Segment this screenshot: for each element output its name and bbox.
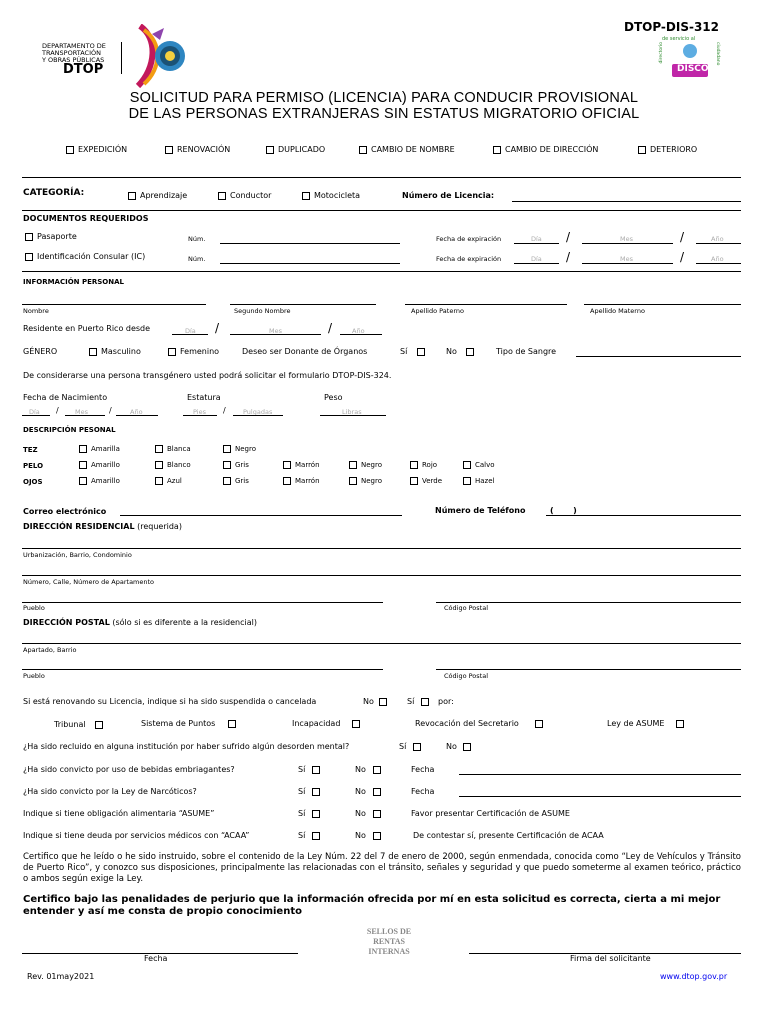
institution-question: ¿Ha sido recluido en alguna institución por haber sufrido algún desorden mental? <box>23 742 350 751</box>
checkbox-sistema-puntos[interactable] <box>228 720 236 728</box>
town-label: Pueblo <box>23 604 45 612</box>
disco-side-right: ciudadano <box>715 42 720 66</box>
checkbox-skin-amarilla[interactable] <box>79 445 87 453</box>
disco-label: DISCO <box>677 64 709 74</box>
checkbox-hair-negro[interactable] <box>349 461 357 469</box>
option-label: Blanca <box>167 445 191 453</box>
checkbox-duplicado[interactable] <box>266 146 274 154</box>
checkbox-renovacion[interactable] <box>165 146 173 154</box>
weight-field[interactable] <box>320 415 386 416</box>
pounds-placeholder: Libras <box>342 408 362 416</box>
checkbox-eyes-verde[interactable] <box>410 477 418 485</box>
description-heading: DESCRIPCIÓN PESONAL <box>23 426 116 434</box>
residential-heading-note: (requerida) <box>137 522 182 531</box>
yes-label: Sí <box>399 742 407 751</box>
option-label: Negro <box>361 477 382 485</box>
middle-name-label: Segundo Nombre <box>234 307 291 315</box>
checkbox-institution-no[interactable] <box>463 743 471 751</box>
day-placeholder: Día <box>531 255 542 263</box>
checkbox-renewal-yes[interactable] <box>421 698 429 706</box>
form-code: DTOP-DIS-312 <box>624 20 720 34</box>
option-label: DUPLICADO <box>278 145 326 154</box>
checkbox-masculino[interactable] <box>89 348 97 356</box>
transgender-note: De considerarse una persona transgénero usted podrá solicitar el formulario DTOP-DIS-324. <box>23 371 392 380</box>
num-label: Núm. <box>188 255 206 263</box>
checkbox-eyes-amarillo[interactable] <box>79 477 87 485</box>
birth-date-label: Fecha de Nacimiento <box>23 393 108 402</box>
reason-label: Incapacidad <box>292 719 341 728</box>
postal-town-field[interactable] <box>22 669 383 670</box>
divider <box>22 210 741 211</box>
disco-side-left: directorio <box>659 42 664 64</box>
date-label: Fecha <box>411 765 435 774</box>
date-slash: / <box>680 230 685 244</box>
year-placeholder: Año <box>711 235 724 243</box>
asume-question: Indique si tiene obligación alimentaria “ASUME” <box>23 809 215 818</box>
option-label: Blanco <box>167 461 191 469</box>
urbanization-field[interactable] <box>22 548 741 549</box>
checkbox-hair-amarillo[interactable] <box>79 461 87 469</box>
urbanization-label: Urbanización, Barrio, Condominio <box>23 551 132 559</box>
phone-area-code: ( ) <box>550 506 577 515</box>
height-inches-field[interactable] <box>233 415 283 416</box>
checkbox-narcotics-no[interactable] <box>373 788 381 796</box>
postal-heading <box>23 618 257 627</box>
consular-exp-day-field[interactable] <box>514 263 559 264</box>
option-label: Femenino <box>180 347 220 356</box>
checkbox-asume-yes[interactable] <box>312 810 320 818</box>
checkbox-incapacidad[interactable] <box>352 720 360 728</box>
consular-exp-month-field[interactable] <box>582 263 673 264</box>
option-label: Motocicleta <box>314 191 361 200</box>
blood-type-field[interactable] <box>576 356 741 357</box>
birth-year-field[interactable] <box>116 415 158 416</box>
phone-label: Número de Teléfono <box>435 506 526 515</box>
option-label: Negro <box>235 445 256 453</box>
checkbox-eyes-hazel[interactable] <box>463 477 471 485</box>
street-label: Número, Calle, Número de Apartamento <box>23 578 155 586</box>
passport-exp-year-field[interactable] <box>696 243 741 244</box>
option-label: CAMBIO DE DIRECCIÓN <box>505 145 599 154</box>
checkbox-skin-negro[interactable] <box>223 445 231 453</box>
checkbox-alcohol-yes[interactable] <box>312 766 320 774</box>
no-label: No <box>355 765 366 774</box>
yes-label: Sí <box>407 697 415 706</box>
revision-label: Rev. 01may2021 <box>27 972 95 981</box>
divider <box>22 177 741 178</box>
option-label: Rojo <box>422 461 438 469</box>
resident-since-label: Residente en Puerto Rico desde <box>23 324 151 333</box>
year-placeholder: Año <box>130 408 143 416</box>
agency-short-name: DTOP <box>63 62 104 77</box>
reason-label: Ley de ASUME <box>607 719 665 728</box>
checkbox-alcohol-no[interactable] <box>373 766 381 774</box>
option-label: Negro <box>361 461 382 469</box>
consular-number-field[interactable] <box>220 263 400 264</box>
certification-text: Certifico que he leído o he sido instruido, sobre el contenido de la Ley Núm. 22 del 7 de enero de 2000, según enmendada, conocida como “Ley de Vehículos y Tránsito de Puerto Rico”, y conozco sus disposiciones, principalmente las relacionadas con el tránsito, señales y seguridad y que puedo someterme al examen teórico, práctico o ambos según exige la Ley. <box>23 852 741 884</box>
gender-label: GÉNERO <box>23 347 58 356</box>
stamps-line1: SELLOS DE <box>366 927 412 936</box>
blood-type-label: Tipo de Sangre <box>496 347 557 356</box>
checkbox-cambio-direccion[interactable] <box>493 146 501 154</box>
reason-label: Sistema de Puntos <box>141 719 216 728</box>
checkbox-revocacion[interactable] <box>535 720 543 728</box>
yes-label: Sí <box>298 765 306 774</box>
day-placeholder: Día <box>185 327 196 335</box>
documents-heading: DOCUMENTOS REQUERIDOS <box>23 214 149 223</box>
checkbox-cambio-nombre[interactable] <box>359 146 367 154</box>
narcotics-date-field[interactable] <box>459 796 741 797</box>
birth-month-field[interactable] <box>65 415 105 416</box>
alcohol-date-field[interactable] <box>459 774 741 775</box>
option-label: Masculino <box>101 347 141 356</box>
checkbox-narcotics-yes[interactable] <box>312 788 320 796</box>
acaa-question: Indique si tiene deuda por servicios médicos con “ACAA” <box>23 831 250 840</box>
month-placeholder: Mes <box>75 408 88 416</box>
month-placeholder: Mes <box>620 235 633 243</box>
checkbox-acaa-yes[interactable] <box>312 832 320 840</box>
option-label: Amarillo <box>91 477 120 485</box>
name-field[interactable] <box>22 304 206 305</box>
reason-label: Tribunal <box>54 720 86 729</box>
no-label: No <box>446 347 457 356</box>
checkbox-donor-yes[interactable] <box>417 348 425 356</box>
checkbox-aprendizaje[interactable] <box>128 192 136 200</box>
checkbox-conductor[interactable] <box>218 192 226 200</box>
option-label: Aprendizaje <box>140 191 188 200</box>
option-label: Marrón <box>295 477 320 485</box>
donor-label: Deseo ser Donante de Órganos <box>242 347 368 356</box>
year-placeholder: Año <box>352 327 365 335</box>
option-label: Gris <box>235 461 249 469</box>
form-title-line1: SOLICITUD PARA PERMISO (LICENCIA) PARA CONDUCIR PROVISIONAL <box>129 90 639 106</box>
checkbox-ley-asume[interactable] <box>676 720 684 728</box>
passport-label: Pasaporte <box>37 232 77 241</box>
consular-exp-year-field[interactable] <box>696 263 741 264</box>
option-label: Conductor <box>230 191 272 200</box>
zip-label: Código Postal <box>444 604 489 612</box>
zip-label: Código Postal <box>444 672 489 680</box>
yes-label: Sí <box>298 787 306 796</box>
option-label: Hazel <box>475 477 495 485</box>
no-label: No <box>355 809 366 818</box>
year-placeholder: Año <box>711 255 724 263</box>
checkbox-donor-no[interactable] <box>466 348 474 356</box>
month-placeholder: Mes <box>620 255 633 263</box>
resident-month-field[interactable] <box>230 334 321 335</box>
hair-label: PELO <box>23 462 44 470</box>
checkbox-hair-gris[interactable] <box>223 461 231 469</box>
day-placeholder: Día <box>29 408 40 416</box>
consular-id-label: Identificación Consular (IC) <box>37 252 146 261</box>
expiration-label: Fecha de expiración <box>436 255 502 263</box>
checkbox-skin-blanca[interactable] <box>155 445 163 453</box>
option-label: Amarillo <box>91 461 120 469</box>
logo-divider <box>121 42 122 74</box>
stamps-line2: RENTAS <box>373 937 405 946</box>
checkbox-hair-blanco[interactable] <box>155 461 163 469</box>
puerto-rico-seal-icon <box>132 24 188 88</box>
option-label: Gris <box>235 477 249 485</box>
paternal-surname-label: Apellido Paterno <box>411 307 464 315</box>
perjury-statement: Certifico bajo las penalidades de perjurio que la información ofrecida por mí en esta solicitud es correcta, cierta a mi mejor entender y así me consta de propio conocimiento <box>23 894 721 917</box>
passport-exp-day-field[interactable] <box>514 243 559 244</box>
town-label: Pueblo <box>23 672 45 680</box>
tax-stamps-area <box>351 927 427 957</box>
date-label: Fecha <box>411 787 435 796</box>
date-slash: / <box>680 250 685 264</box>
checkbox-asume-no[interactable] <box>373 810 381 818</box>
expiration-label: Fecha de expiración <box>436 235 502 243</box>
por-label: por: <box>438 697 454 706</box>
resident-day-field[interactable] <box>172 334 208 335</box>
no-label: No <box>363 697 374 706</box>
checkbox-femenino[interactable] <box>168 348 176 356</box>
feet-placeholder: Pies <box>193 408 206 416</box>
disco-top-text: de servicio al <box>662 36 696 42</box>
checkbox-renewal-no[interactable] <box>379 698 387 706</box>
street-field[interactable] <box>22 575 741 576</box>
email-field[interactable] <box>120 515 402 516</box>
passport-exp-month-field[interactable] <box>582 243 673 244</box>
birth-day-field[interactable] <box>22 415 50 416</box>
phone-field[interactable] <box>546 515 741 516</box>
maternal-surname-field[interactable] <box>584 304 741 305</box>
email-label: Correo electrónico <box>23 507 107 516</box>
residential-heading <box>23 522 182 531</box>
agency-name-line1: DEPARTAMENTO DE <box>42 42 106 50</box>
option-label: RENOVACIÓN <box>177 145 231 154</box>
checkbox-expedicion[interactable] <box>66 146 74 154</box>
postal-heading-note: (sólo si es diferente a la residencial) <box>112 618 257 627</box>
height-feet-field[interactable] <box>183 415 217 416</box>
skin-label: TEZ <box>23 446 38 454</box>
checkbox-deterioro[interactable] <box>638 146 646 154</box>
personal-info-heading: INFORMACIÓN PERSONAL <box>23 278 124 286</box>
date-slash: / <box>56 406 59 415</box>
form-title-line2: DE LAS PERSONAS EXTRANJERAS SIN ESTATUS MIGRATORIO OFICIAL <box>128 106 640 122</box>
option-label: EXPEDICIÓN <box>78 145 128 154</box>
option-label: Azul <box>167 477 182 485</box>
website-link[interactable]: www.dtop.gov.pr <box>660 972 728 981</box>
resident-year-field[interactable] <box>340 334 382 335</box>
narcotics-question: ¿Ha sido convicto por la Ley de Narcóticos? <box>23 787 197 796</box>
middle-name-field[interactable] <box>230 304 376 305</box>
weight-label: Peso <box>324 393 343 402</box>
option-label: CAMBIO DE NOMBRE <box>371 145 455 154</box>
date-slash: / <box>328 321 333 335</box>
checkbox-tribunal[interactable] <box>95 721 103 729</box>
checkbox-eyes-negro[interactable] <box>349 477 357 485</box>
option-label: Verde <box>422 477 443 485</box>
eyes-label: OJOS <box>23 478 43 486</box>
yes-label: Sí <box>298 809 306 818</box>
option-label: Calvo <box>475 461 495 469</box>
height-label: Estatura <box>187 393 221 402</box>
option-label: Amarilla <box>91 445 120 453</box>
no-label: No <box>446 742 457 751</box>
checkbox-institution-yes[interactable] <box>413 743 421 751</box>
date-slash: / <box>566 250 571 264</box>
license-number-field[interactable] <box>512 201 741 202</box>
alcohol-question: ¿Ha sido convicto por uso de bebidas embriagantes? <box>23 765 235 774</box>
residential-town-field[interactable] <box>22 602 383 603</box>
checkbox-acaa-no[interactable] <box>373 832 381 840</box>
height-slash: / <box>223 406 226 415</box>
month-placeholder: Mes <box>269 327 282 335</box>
acaa-note: De contestar sí, presente Certificación de ACAA <box>413 831 604 840</box>
no-label: No <box>355 787 366 796</box>
checkbox-eyes-marron[interactable] <box>283 477 291 485</box>
renewal-question: Si está renovando su Licencia, indique si ha sido suspendida o cancelada <box>23 697 317 706</box>
date-slash: / <box>215 321 220 335</box>
agency-name-line3: Y OBRAS PÚBLICAS <box>42 56 105 64</box>
checkbox-motocicleta[interactable] <box>302 192 310 200</box>
inches-placeholder: Pulgadas <box>243 408 273 416</box>
yes-label: Sí <box>400 347 408 356</box>
stamps-line3: INTERNAS <box>368 947 410 956</box>
postal-zip-field[interactable] <box>436 669 741 670</box>
agency-name-line2: TRANSPORTACIÓN <box>42 49 101 57</box>
option-label: Marrón <box>295 461 320 469</box>
category-label: CATEGORÍA: <box>23 188 85 198</box>
date-slash: / <box>566 230 571 244</box>
name-label: Nombre <box>23 307 49 315</box>
reason-label: Revocación del Secretario <box>415 719 519 728</box>
checkbox-eyes-azul[interactable] <box>155 477 163 485</box>
residential-heading-text: DIRECCIÓN RESIDENCIAL <box>23 522 135 531</box>
signature-label: Firma del solicitante <box>570 954 651 963</box>
no-label: No <box>355 831 366 840</box>
divider <box>22 271 741 272</box>
date-label: Fecha <box>144 954 168 963</box>
postal-box-label: Apartado, Barrio <box>23 646 77 654</box>
checkbox-hair-rojo[interactable] <box>410 461 418 469</box>
num-label: Núm. <box>188 235 206 243</box>
day-placeholder: Día <box>531 235 542 243</box>
license-number-label: Número de Licencia: <box>402 191 495 200</box>
checkbox-hair-calvo[interactable] <box>463 461 471 469</box>
yes-label: Sí <box>298 831 306 840</box>
checkbox-eyes-gris[interactable] <box>223 477 231 485</box>
checkbox-hair-marron[interactable] <box>283 461 291 469</box>
postal-heading-text: DIRECCIÓN POSTAL <box>23 618 110 627</box>
asume-note: Favor presentar Certificación de ASUME <box>411 809 570 818</box>
checkbox-pasaporte[interactable] <box>25 233 33 241</box>
maternal-surname-label: Apellido Materno <box>590 307 645 315</box>
option-label: DETERIORO <box>650 145 698 154</box>
checkbox-identificacion-consular[interactable] <box>25 253 33 261</box>
postal-box-field[interactable] <box>22 643 741 644</box>
date-slash: / <box>109 406 112 415</box>
residential-zip-field[interactable] <box>436 602 741 603</box>
passport-number-field[interactable] <box>220 243 400 244</box>
paternal-surname-field[interactable] <box>405 304 567 305</box>
